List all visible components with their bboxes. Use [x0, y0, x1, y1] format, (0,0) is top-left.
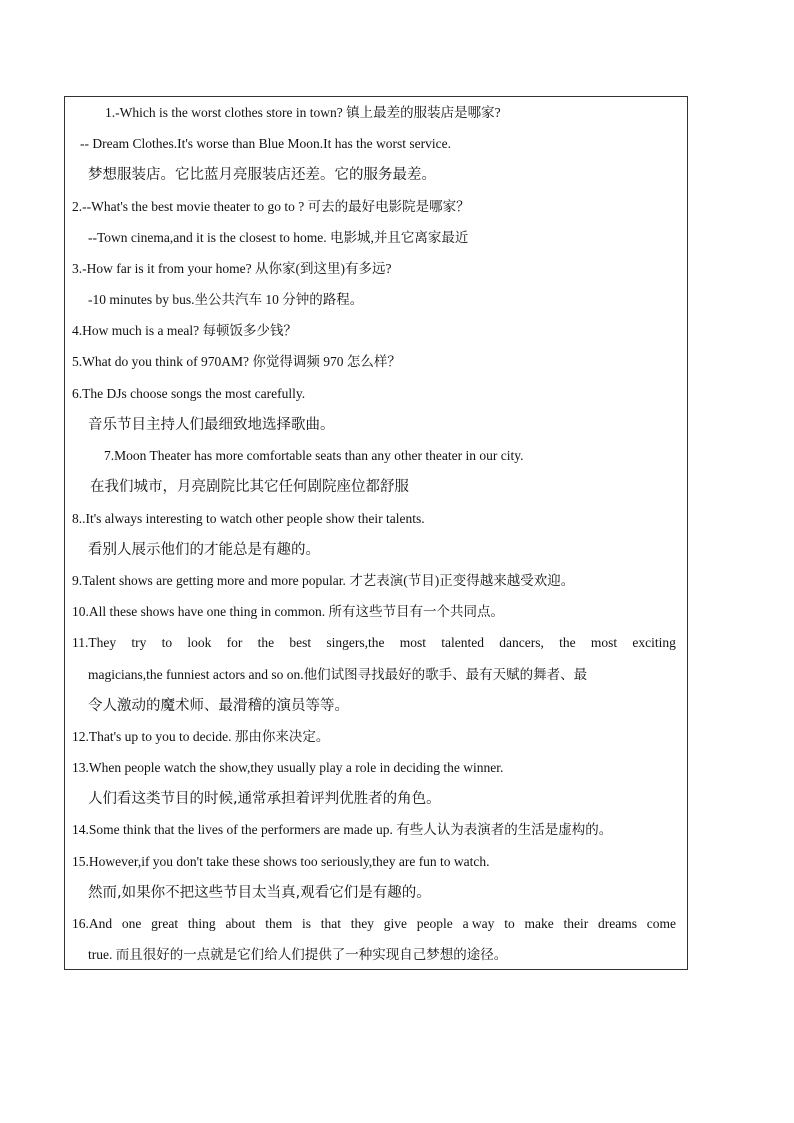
- sentence-1-question: 1.-Which is the worst clothes store in town? 镇上最差的服装店是哪家?: [105, 105, 501, 120]
- sentence-13-translation: 人们看这类节目的时候,通常承担着评判优胜者的角色。: [88, 791, 441, 807]
- sentence-7: 7.Moon Theater has more comfortable seats than any other theater in our city.: [104, 448, 524, 463]
- word: the: [257, 635, 275, 650]
- sentence-6: 6.The DJs choose songs the most carefully.: [72, 386, 306, 401]
- word: people: [416, 916, 453, 931]
- sentence-16-line-1: [72, 915, 676, 933]
- word: singers,the: [326, 635, 385, 650]
- word: come: [646, 916, 676, 931]
- sentence-7-translation: 在我们城市，月亮剧院比其它任何剧院座位都舒服: [90, 479, 409, 495]
- word: thing: [187, 916, 216, 931]
- sentence-2-question: 2.--What's the best movie theater to go to ? 可去的最好电影院是哪家？: [72, 199, 470, 214]
- word: to: [161, 635, 173, 650]
- word: most: [399, 635, 427, 650]
- word: give: [383, 916, 408, 931]
- sentence-11-line-2: magicians,the funniest actors and so on.他们试图寻找最好的歌手、最有天赋的舞者、最: [88, 667, 588, 682]
- sentence-16-line-2: true. 而且很好的一点就是它们给人们提供了一种实现自己梦想的途径。: [88, 947, 508, 962]
- sentence-11-line-1: [72, 634, 676, 652]
- word: best: [289, 635, 312, 650]
- word: great: [151, 916, 179, 931]
- sentence-4: 4.How much is a meal? 每顿饭多少钱？: [72, 323, 297, 338]
- sentence-1-answer: -- Dream Clothes.It's worse than Blue Moon.It has the worst service.: [80, 136, 451, 151]
- sentence-10: 10.All these shows have one thing in common. 所有这些节目有一个共同点。: [72, 604, 504, 619]
- word: the: [559, 635, 576, 650]
- sentence-13: 13.When people watch the show,they usually play a role in deciding the winner.: [72, 760, 504, 775]
- word: 11.They: [72, 635, 117, 650]
- sentence-9: 9.Talent shows are getting more and more popular. 才艺表演(节目)正变得越来越受欢迎。: [72, 573, 575, 588]
- sentence-5: 5.What do you think of 970AM? 你觉得调频 970 怎么样？: [72, 354, 401, 369]
- word: to: [504, 916, 515, 931]
- sentence-15: 15.However,if you don't take these shows too seriously,they are fun to watch.: [72, 854, 490, 869]
- word: 16.And: [72, 916, 113, 931]
- word: them: [265, 916, 293, 931]
- word: that: [320, 916, 341, 931]
- word: their: [563, 916, 589, 931]
- sentence-1-translation: 梦想服装店。它比蓝月亮服装店还差。它的服务最差。: [88, 167, 436, 183]
- sentence-6-translation: 音乐节目主持人们最细致地选择歌曲。: [88, 417, 335, 433]
- word: most: [590, 635, 618, 650]
- sentence-12: 12.That's up to you to decide. 那由你来决定。: [72, 729, 330, 744]
- word: make: [524, 916, 554, 931]
- sentence-14: 14.Some think that the lives of the performers are made up. 有些人认为表演者的生活是虚构的。: [72, 822, 613, 837]
- word: dreams: [598, 916, 637, 931]
- sentence-3-question: 3.-How far is it from your home? 从你家(到这里)有多远?: [72, 261, 392, 276]
- sentence-15-translation: 然而,如果你不把这些节目太当真,观看它们是有趣的。: [88, 885, 431, 901]
- word: talented: [441, 635, 485, 650]
- word: try: [131, 635, 147, 650]
- word: one: [121, 916, 142, 931]
- word: for: [226, 635, 243, 650]
- word: is: [301, 916, 311, 931]
- sentence-2-answer: --Town cinema,and it is the closest to home. 电影城,并且它离家最近: [88, 230, 469, 245]
- word: a way: [462, 916, 495, 931]
- sentence-8: 8..It's always interesting to watch other people show their talents.: [72, 511, 425, 526]
- sentence-3-answer: -10 minutes by bus.坐公共汽车 10 分钟的路程。: [88, 292, 364, 307]
- sentence-11-line-3: 令人激动的魔术师、最滑稽的演员等等。: [88, 698, 349, 714]
- word: exciting: [632, 635, 676, 650]
- word: about: [225, 916, 256, 931]
- word: look: [187, 635, 212, 650]
- word: they: [350, 916, 375, 931]
- word: dancers,: [499, 635, 544, 650]
- sentence-8-translation: 看别人展示他们的才能总是有趣的。: [88, 542, 320, 558]
